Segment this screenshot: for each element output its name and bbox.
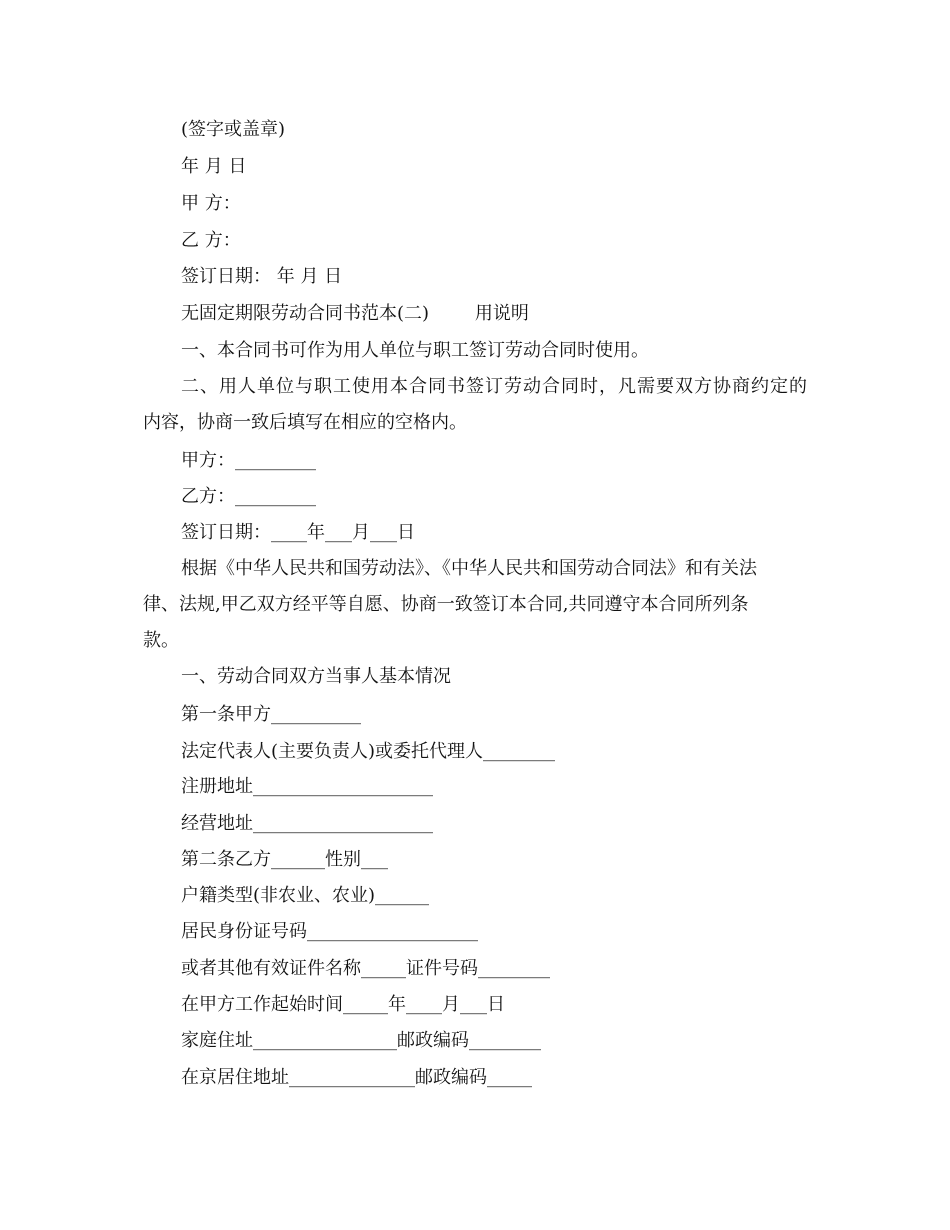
chapter-heading: 一、劳动合同双方当事人基本情况	[181, 666, 451, 687]
preamble-cont-1: 律、法规,甲乙双方经平等自愿、协商一致签订本合同,共同遵守本合同所列条	[143, 594, 749, 615]
business-address: 经营地址____________________	[181, 813, 433, 834]
section-title: 无固定期限劳动合同书范本(二) 用说明	[181, 303, 529, 324]
sign-date-line: 签订日期： 年 月 日	[181, 266, 343, 287]
sign-date-blank: 签订日期：____年___月___日	[181, 522, 415, 543]
home-address: 家庭住址________________邮政编码________	[181, 1030, 541, 1051]
beijing-address: 在京居住地址______________邮政编码_____	[181, 1067, 532, 1088]
instruction-1: 一、本合同书可作为用人单位与职工签订劳动合同时使用。	[181, 340, 649, 361]
date-line: 年 月 日	[181, 156, 247, 177]
instruction-2-cont: 内容，协商一致后填写在相应的空格内。	[143, 412, 467, 433]
work-start-date: 在甲方工作起始时间_____年____月___日	[181, 994, 505, 1015]
instruction-2: 二、用人单位与职工使用本合同书签订劳动合同时，凡需要双方协商约定的	[181, 376, 808, 397]
id-number: 居民身份证号码___________________	[181, 921, 478, 942]
article-2-party-b: 第二条乙方______性别___	[181, 849, 388, 870]
party-b-blank: 乙方：_________	[181, 486, 316, 507]
registered-address: 注册地址____________________	[181, 776, 433, 797]
signature-note: (签字或盖章)	[181, 119, 286, 140]
party-a-blank: 甲方：_________	[181, 450, 316, 471]
party-a-line: 甲 方：	[181, 193, 241, 214]
article-1-party-a: 第一条甲方__________	[181, 704, 361, 725]
legal-representative: 法定代表人(主要负责人)或委托代理人________	[181, 741, 556, 762]
preamble-cont-2: 款。	[143, 630, 179, 651]
other-id: 或者其他有效证件名称_____证件号码________	[181, 958, 550, 979]
preamble: 根据《中华人民共和国劳动法》、《中华人民共和国劳动合同法》和有关法	[181, 558, 757, 579]
party-b-line: 乙 方：	[181, 230, 241, 251]
household-type: 户籍类型(非农业、农业)______	[181, 885, 430, 906]
